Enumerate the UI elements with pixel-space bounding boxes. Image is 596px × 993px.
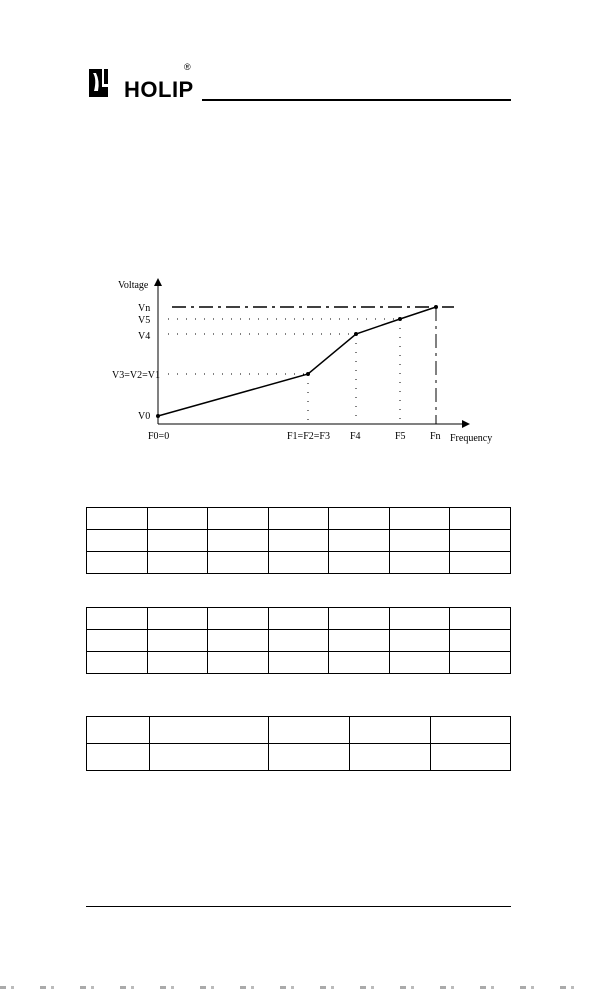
table-row (87, 552, 511, 574)
x-axis-title: Frequency (450, 433, 493, 444)
table-row (87, 530, 511, 552)
x-tick-f4: F4 (350, 431, 361, 442)
table-row (87, 608, 511, 630)
x-tick-f1: F1=F2=F3 (287, 431, 330, 442)
y-tick-vn: Vn (138, 303, 151, 314)
scan-artifact-strip (0, 986, 596, 989)
point-vn (434, 305, 438, 309)
y-tick-v1: V3=V2=V1 (112, 370, 160, 381)
x-tick-f5: F5 (395, 431, 406, 442)
header-rule (202, 99, 511, 101)
table-row (87, 744, 511, 771)
holip-logo-icon (88, 67, 122, 99)
table-row (87, 717, 511, 744)
point-v4 (354, 332, 358, 336)
point-v1 (306, 372, 310, 376)
x-tick-f0: F0=0 (148, 431, 170, 442)
x-axis-arrow (462, 420, 470, 428)
vf-curve-chart (110, 276, 510, 451)
point-v0 (156, 414, 160, 418)
registered-mark: ® (184, 62, 191, 72)
table-row (87, 652, 511, 674)
y-tick-v5: V5 (138, 315, 151, 326)
table-row (87, 508, 511, 530)
parameter-table-1 (86, 507, 511, 574)
y-axis-title: Voltage (118, 280, 149, 291)
parameter-table-3 (86, 716, 511, 771)
y-tick-v4: V4 (138, 331, 151, 342)
table-row (87, 630, 511, 652)
brand-name: HOLIP (124, 77, 194, 102)
vf-curve-line (158, 307, 436, 416)
parameter-table-2 (86, 607, 511, 674)
footer-rule (86, 906, 511, 907)
x-tick-fn: Fn (430, 431, 441, 442)
point-v5 (398, 317, 402, 321)
y-axis-arrow (154, 278, 162, 286)
y-tick-v0: V0 (138, 411, 151, 422)
